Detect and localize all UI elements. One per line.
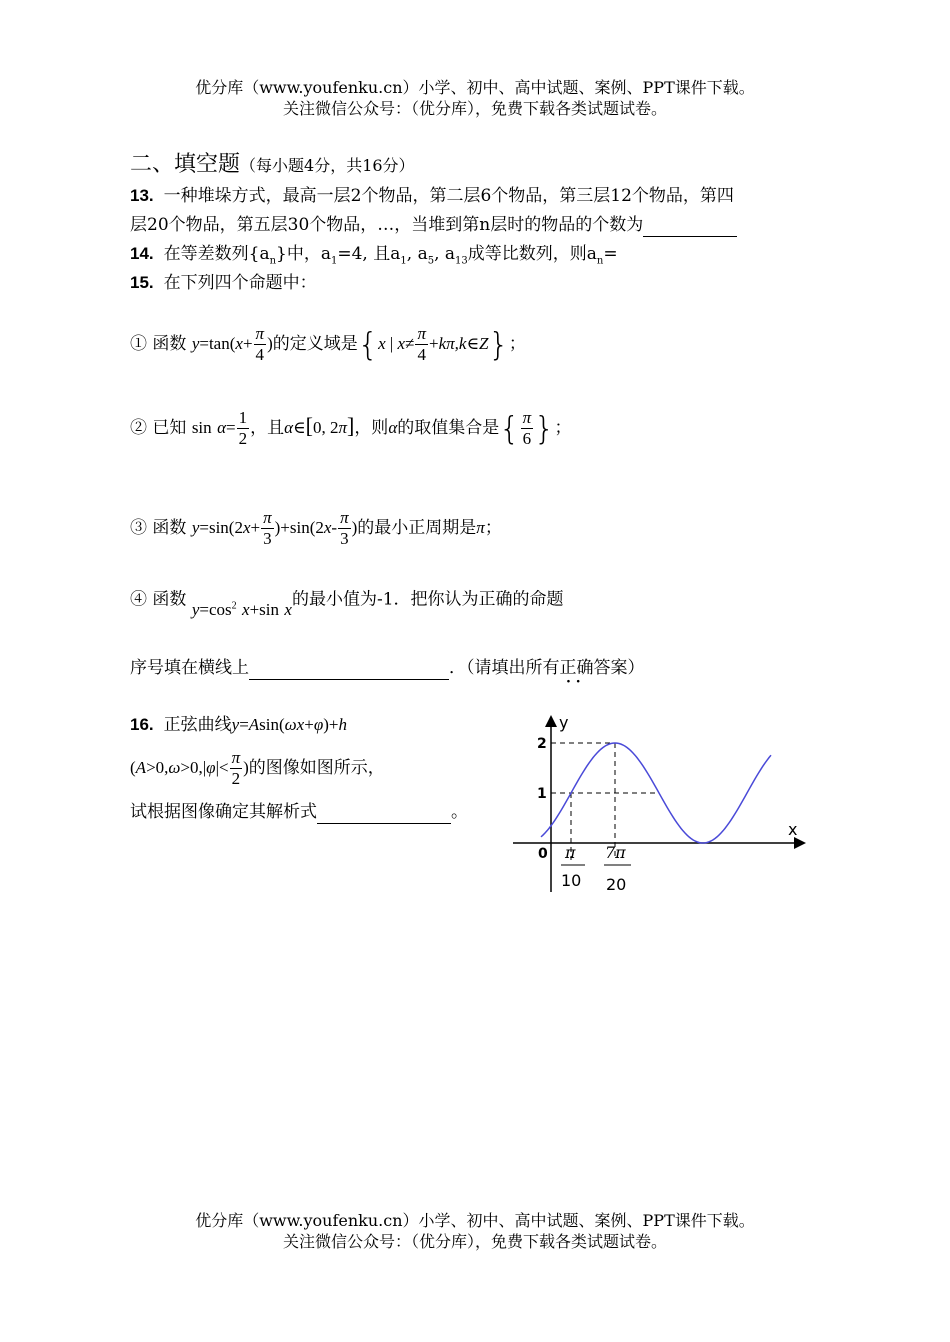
p1-x: x — [235, 334, 243, 353]
p3-frac-1 — [261, 508, 274, 549]
y-tick-0: 0 — [538, 846, 548, 862]
p1-set-a: x — [378, 334, 386, 353]
p1-right-brace: } — [488, 325, 509, 364]
p1-y: y — [191, 334, 200, 353]
p3-x: x — [242, 518, 251, 537]
q16-y: y — [231, 715, 240, 734]
p2-tail: ； — [554, 418, 572, 438]
p2-lead: 已知 — [152, 418, 187, 438]
q16-l3-text: 试根据图像确定其解析式 — [130, 802, 317, 822]
p3-lead: 函数 — [152, 518, 187, 538]
p2-interval: 0, 2 — [312, 418, 339, 437]
p1-eq: =tan( — [199, 334, 236, 353]
p1-mark: ① — [130, 334, 147, 354]
q13-text-2: 层20个物品，第五层30个物品，…，当堆到第n层时的物品的个数为 — [130, 215, 644, 235]
q14-sub-n2: n — [596, 255, 604, 267]
section-note: （每小题4分，共16分） — [240, 156, 415, 175]
q15-answer-tail: ．（请填出所有正确答案） — [449, 658, 645, 678]
p1-tail: ； — [508, 334, 526, 354]
p1-set-plus: + — [428, 334, 439, 353]
q16-wx: ωx — [284, 715, 305, 734]
q15-intro-text: 在下列四个命题中： — [163, 273, 317, 293]
y-tick-1: 1 — [537, 786, 547, 802]
p1-in: ∈ — [466, 334, 480, 353]
p3-frac1-num: π — [263, 508, 272, 527]
p2-set-frac-num: π — [522, 408, 532, 427]
x-tick-7pi20-num: 7π — [605, 843, 626, 862]
p1-set-b: x — [397, 334, 406, 353]
p2-lbracket: [ — [305, 413, 313, 438]
q14-sub-5: 5 — [427, 255, 435, 267]
p3-text: 的最小正周期是 — [357, 518, 477, 538]
q16-l2-phi: φ — [206, 758, 216, 777]
p1-set-frac — [415, 324, 428, 365]
p2-frac-num: 1 — [238, 408, 248, 427]
x-tick-pi10-den: 10 — [561, 871, 582, 890]
q16-sin: sin( — [259, 715, 285, 734]
q14-text-1: 在等差数列{a — [163, 244, 270, 264]
q14-text-7: = — [603, 244, 618, 264]
q16-close: )+ — [323, 715, 339, 734]
q15-answer-label: 序号填在横线上 — [130, 658, 249, 678]
q16-l2-close: ) — [243, 758, 249, 777]
q14-sub-1b: 1 — [400, 255, 407, 267]
p3-y: y — [191, 518, 200, 537]
q16-eq: = — [239, 715, 249, 734]
p2-rbracket: ] — [346, 413, 355, 438]
q16-line-3 — [130, 800, 468, 824]
y-axis-label: y — [559, 713, 569, 732]
p1-left-brace: { — [357, 325, 379, 364]
p1-plus: + — [242, 334, 253, 353]
p2-eq: = — [226, 418, 236, 437]
p2-frac-den: 2 — [238, 429, 248, 448]
p1-neq: ≠ — [405, 334, 415, 353]
q14-sub-n: n — [269, 255, 277, 267]
x-tick-7pi20-den: 20 — [606, 875, 627, 894]
footer-line-2: 关注微信公众号：（优分库），免费下载各类试题试卷。 — [282, 1232, 667, 1251]
q16-A: A — [248, 715, 260, 734]
q13-line-2 — [130, 213, 737, 237]
q16-l2-frac — [230, 748, 243, 789]
q14-text-3: =4, 且a — [337, 244, 401, 264]
p2-alpha2: α — [284, 418, 294, 437]
p3-x2: x — [323, 518, 332, 537]
q13-number: 13. — [130, 186, 154, 205]
p1-mid: 的定义域是 — [272, 334, 358, 354]
q14-sub-1: 1 — [331, 255, 338, 267]
section-title-text: 二、填空题 — [130, 152, 241, 177]
p4-tail: 的最小值为-1．把你认为正确的命题 — [291, 589, 564, 610]
p1-frac — [254, 324, 267, 365]
q16-l2-tail: 的图像如图所示， — [248, 758, 385, 778]
p2-then: ，则 — [354, 418, 389, 438]
p2-alpha3: α — [388, 418, 398, 437]
q14-text-2: }中，a — [276, 244, 331, 264]
q16-l2-A: A — [135, 758, 147, 777]
q16-l2-c: >0,| — [180, 758, 207, 777]
p2-in: ∈ — [293, 418, 306, 437]
q16-l2-b: >0, — [146, 758, 169, 777]
p4-plus: +sin — [249, 599, 279, 619]
p3-plus: + — [250, 518, 261, 537]
p3-minus: - — [331, 518, 338, 537]
p2-mark: ② — [130, 418, 147, 438]
header-line-1: 优分库（www.youfenku.cn）小学、初中、高中试题、案例、PPT课件下载。 — [195, 78, 755, 97]
q16-text-1: 正弦曲线 — [163, 715, 232, 735]
q16-phi: φ — [313, 715, 324, 734]
q14-number: 14. — [130, 244, 154, 263]
q14-text-4: , a — [406, 244, 428, 264]
p1-set-frac-den: 4 — [417, 345, 426, 364]
p3-close: ) — [351, 518, 358, 537]
p2-frac — [237, 408, 250, 449]
p4-mark: ④ — [130, 589, 147, 610]
p3-eq: =sin(2 — [199, 518, 243, 537]
q14-line — [130, 242, 618, 273]
q14-text-5: , a — [434, 244, 456, 264]
q13-text-1: 一种堆垛方式，最高一层2个物品，第二层6个物品，第三层12个物品，第四 — [163, 186, 734, 206]
p1-lead: 函数 — [152, 334, 187, 354]
p2-set-frac-den: 6 — [522, 429, 532, 448]
q15-proposition-1 — [130, 322, 526, 367]
q15-proposition-2 — [130, 404, 572, 451]
p3-mark: ③ — [130, 518, 147, 538]
q16-line-2 — [130, 746, 385, 790]
q13-line-1 — [130, 184, 734, 208]
q14-text-6: 成等比数列，则a — [467, 244, 597, 264]
header-line-2: 关注微信公众号：（优分库），免费下载各类试题试卷。 — [282, 99, 667, 118]
section-title — [130, 153, 415, 178]
q16-l2-d: |< — [215, 758, 229, 777]
q16-l2-frac-num: π — [231, 748, 241, 767]
q16-answer-blank[interactable] — [317, 805, 451, 824]
p2-left-brace: { — [499, 409, 520, 448]
q16-plus: + — [304, 715, 314, 734]
x-tick-pi10-num: π — [565, 843, 576, 862]
q15-proposition-4 — [130, 584, 564, 619]
p4-lead: 函数 — [152, 589, 187, 610]
p1-close: ) — [267, 334, 273, 353]
q16-l2-open: ( — [130, 758, 136, 777]
p2-set-frac — [521, 408, 534, 449]
q13-answer-blank[interactable] — [643, 218, 737, 237]
q16-h: h — [338, 715, 347, 734]
sine-graph — [505, 710, 810, 905]
p1-k: k — [438, 334, 447, 353]
p3-frac-2 — [338, 508, 351, 549]
q16-line-1 — [130, 713, 347, 737]
p2-right-brace: } — [534, 409, 555, 448]
p2-and: ，且 — [250, 418, 285, 438]
p4-x: x — [242, 599, 250, 619]
p3-frac1-den: 3 — [263, 529, 272, 548]
q14-sub-13: 13 — [455, 255, 468, 267]
p3-frac2-num: π — [340, 508, 349, 527]
q16-number: 16. — [130, 715, 154, 734]
q15-answer-blank[interactable] — [249, 661, 449, 680]
p3-frac2-den: 3 — [340, 529, 349, 548]
q16-l2-w: ω — [168, 758, 181, 777]
p4-eq: =cos — [199, 599, 232, 619]
p1-kpi: π, — [446, 334, 459, 353]
sine-curve — [541, 743, 771, 843]
p1-k2: k — [458, 334, 467, 353]
q15-proposition-3 — [130, 506, 502, 550]
p1-Z: Z — [479, 334, 489, 353]
p1-set-frac-num: π — [417, 324, 426, 343]
p3-pi: π — [476, 518, 485, 537]
q16-l2-frac-den: 2 — [231, 769, 241, 788]
x-axis-label: x — [788, 820, 798, 839]
p1-set-bar: | — [385, 334, 398, 353]
p1-frac-den: 4 — [255, 345, 265, 364]
y-tick-2: 2 — [537, 736, 547, 752]
p2-alpha: α — [217, 418, 226, 437]
p2-mid: 的取值集合是 — [397, 418, 500, 438]
p4-formula — [192, 600, 292, 620]
p1-frac-num: π — [255, 324, 265, 343]
p2-pi: π — [338, 418, 347, 437]
p4-x2: x — [284, 599, 292, 619]
emphasis-dots: · · — [566, 674, 581, 690]
p4-sq: 2 — [231, 600, 237, 611]
p4-y: y — [191, 599, 200, 619]
q15-number: 15. — [130, 273, 154, 292]
p3-mid: )+sin(2 — [274, 518, 324, 537]
p3-tail: ； — [484, 518, 502, 538]
footer-line-1: 优分库（www.youfenku.cn）小学、初中、高中试题、案例、PPT课件下载。 — [195, 1211, 755, 1230]
q15-intro — [130, 271, 317, 295]
q16-l3-tail: 。 — [451, 802, 468, 822]
p2-sin: sin — [191, 418, 212, 437]
